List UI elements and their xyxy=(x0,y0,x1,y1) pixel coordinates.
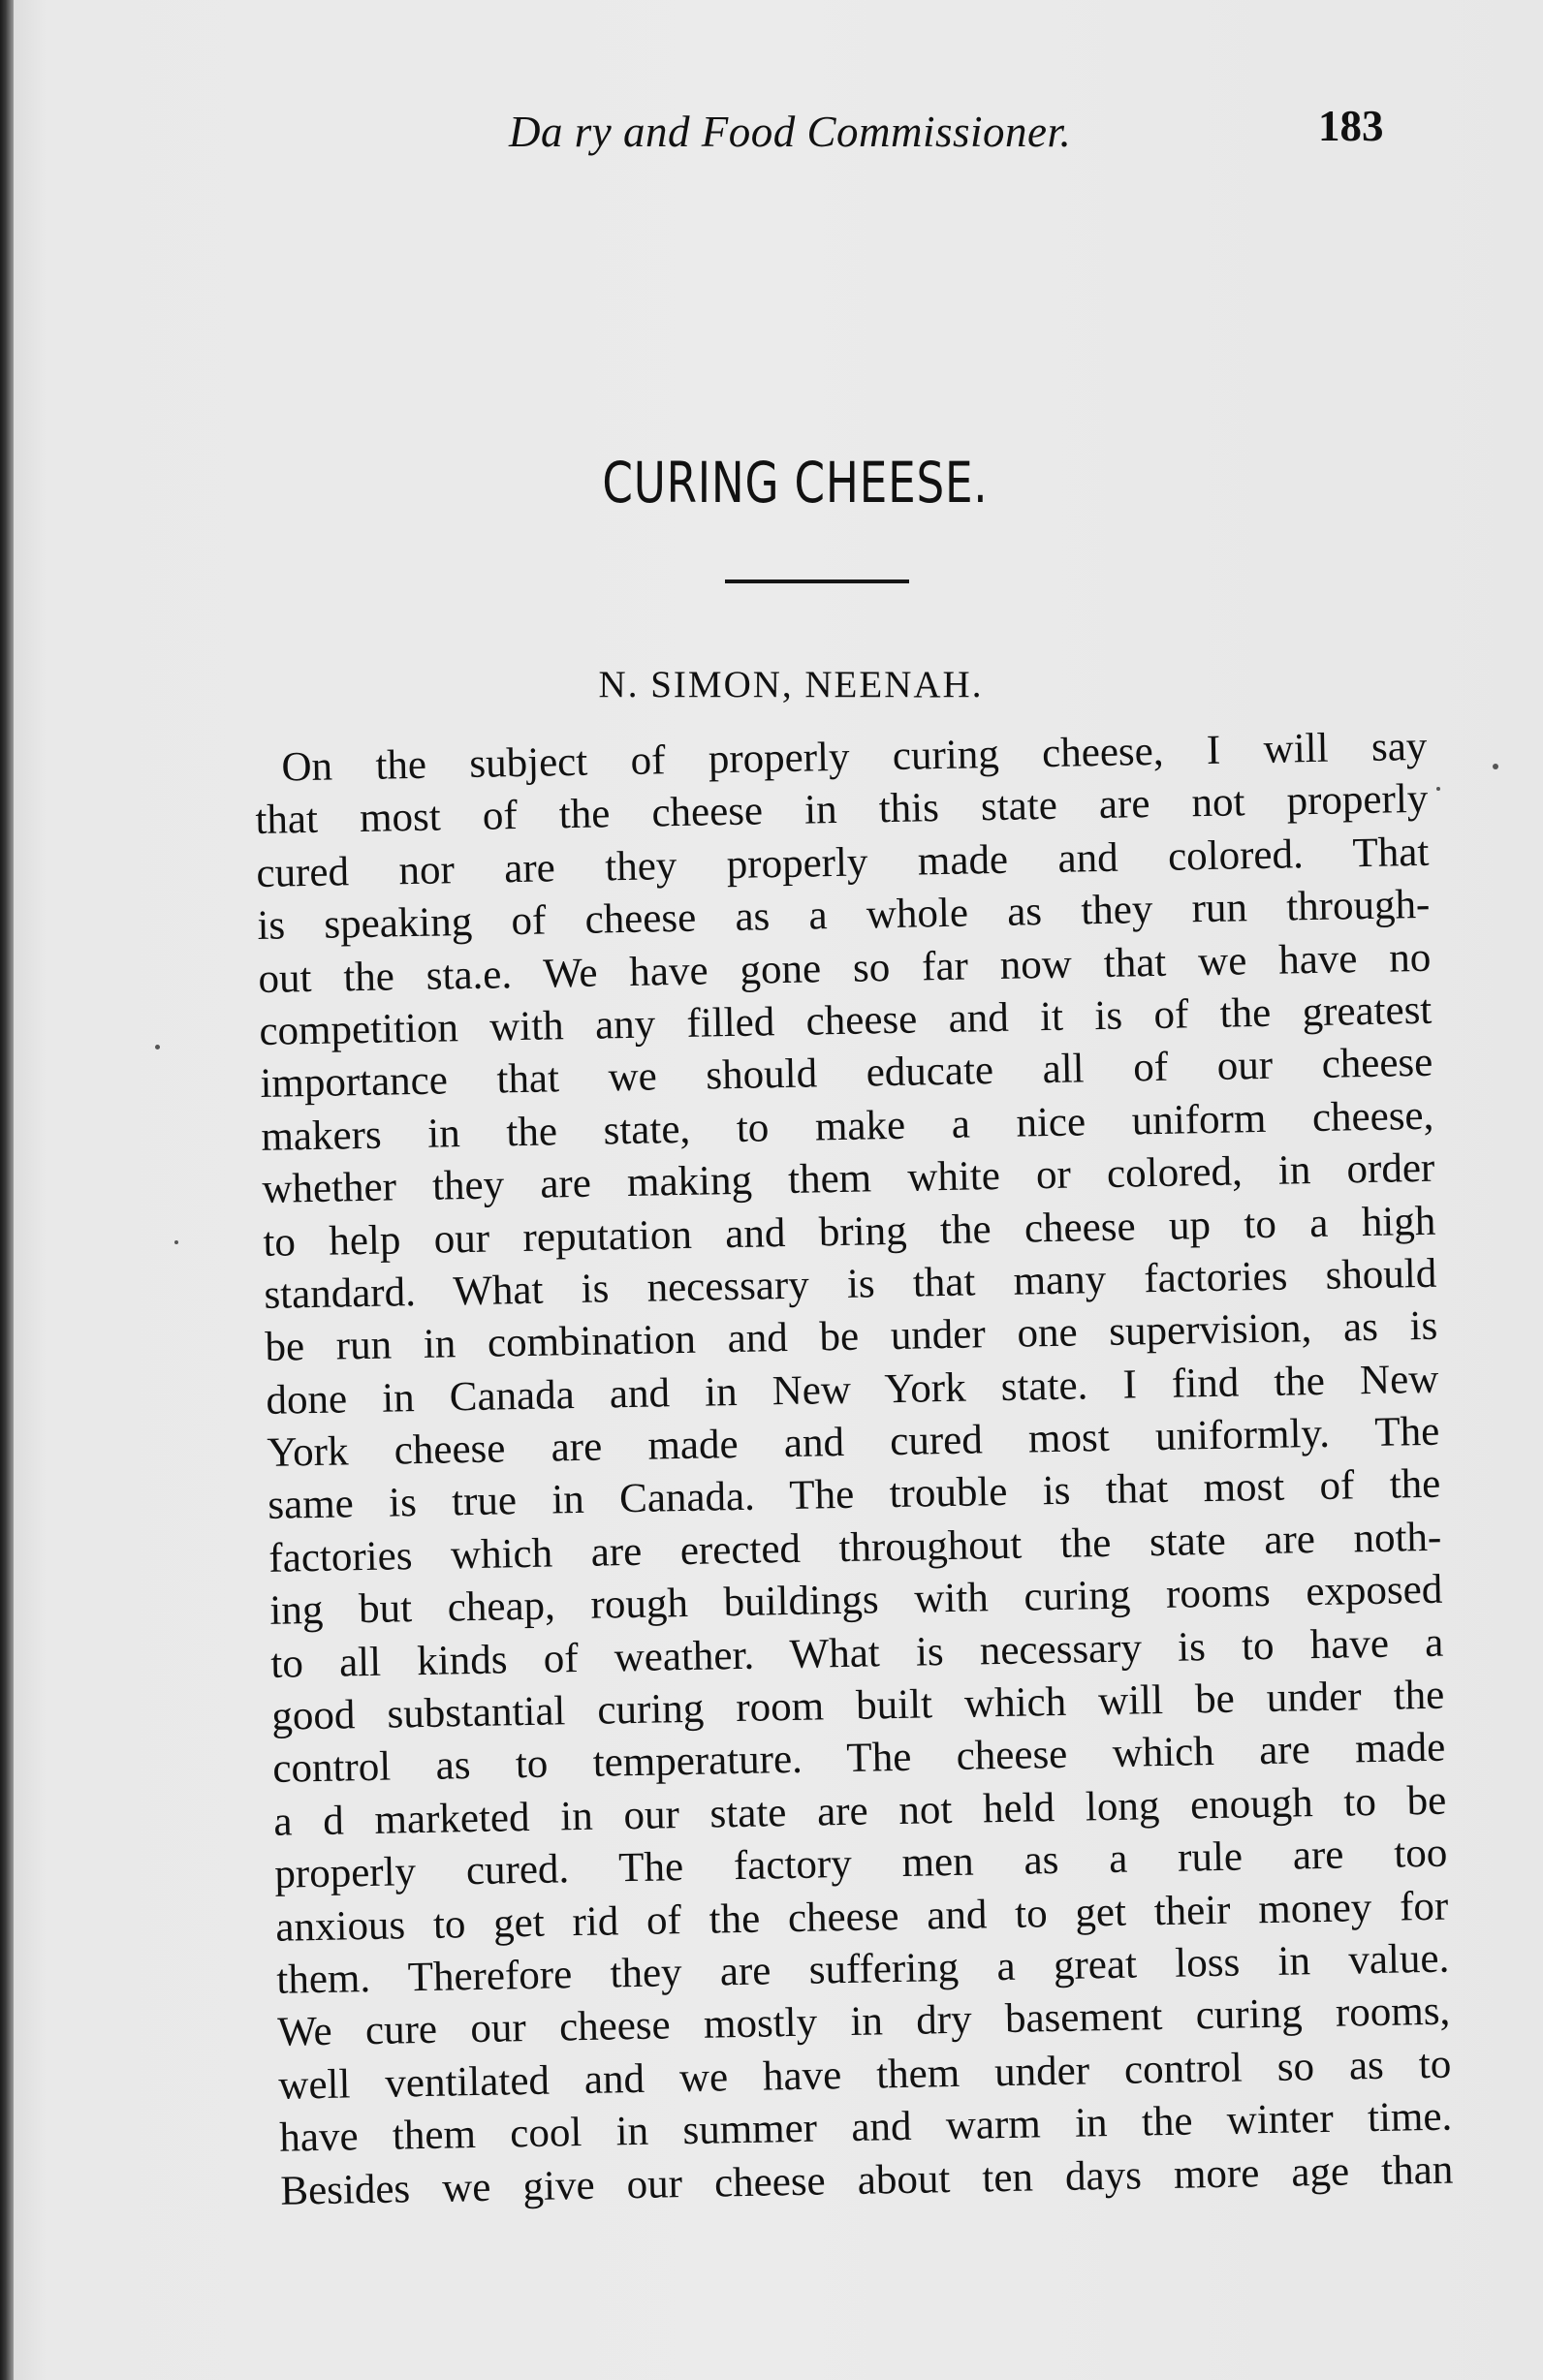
article-body xyxy=(254,721,1454,2218)
running-head: Da ry and Food Commissioner. xyxy=(509,108,1072,156)
paper-speck xyxy=(1436,787,1440,791)
body-line: importance that we should educate all of our cheese xyxy=(260,1040,1433,1108)
article-title: CURING CHEESE. xyxy=(602,450,989,516)
body-line: factories which are erected throughout the state are noth- xyxy=(268,1514,1442,1581)
body-line: properly cured. The factory men as a rule are too xyxy=(273,1830,1448,1898)
body-line: them. Therefore they are suffering a great loss in value. xyxy=(275,1935,1450,2003)
page-binding-edge xyxy=(0,0,14,2380)
author-byline: N. SIMON, NEENAH. xyxy=(598,664,984,705)
body-line: Besides we give our cheese about ten days more age than xyxy=(279,2146,1454,2214)
page-number: 183 xyxy=(1318,102,1384,150)
body-line: whether they are making them white or colored, in order xyxy=(262,1144,1435,1213)
body-line: good substantial curing room built which will be under the xyxy=(270,1672,1445,1739)
body-line: that most of the cheese in this state are not properly xyxy=(255,776,1429,844)
body-line: well ventilated and we have them under control so as to xyxy=(277,2041,1452,2109)
body-line: On the subject of properly curing cheese, I will say xyxy=(281,723,1428,791)
body-line: control as to temperature. The cheese which are made xyxy=(271,1725,1446,1793)
paper-speck xyxy=(1493,764,1498,769)
body-line: York cheese are made and cured most uniformly. The xyxy=(267,1408,1440,1476)
body-line: We cure our cheese mostly in dry basement curing rooms, xyxy=(276,1988,1451,2056)
title-rule xyxy=(725,579,909,583)
paper-speck xyxy=(155,1045,160,1049)
body-line: is speaking of cheese as a whole as they run through- xyxy=(257,881,1431,950)
paper-speck xyxy=(174,1240,178,1244)
body-line: makers in the state, to make a nice uniform cheese, xyxy=(261,1092,1434,1160)
body-line: a d marketed in our state are not held long enough to be xyxy=(272,1777,1447,1845)
body-line: ing but cheap, rough buildings with curing rooms exposed xyxy=(269,1566,1443,1635)
body-line: cured nor are they properly made and colored. That xyxy=(256,829,1430,896)
body-line: competition with any filled cheese and it is of the greatest xyxy=(259,986,1433,1054)
body-line: done in Canada and in New York state. I find the New xyxy=(266,1356,1439,1424)
body-line: out the sta.e. We have gone so far now that we have no xyxy=(258,934,1432,1002)
body-line: anxious to get rid of the cheese and to get their money for xyxy=(274,1883,1449,1951)
body-line: have them cool in summer and warm in the winter time. xyxy=(278,2093,1453,2161)
body-line: be run in combination and be under one supervision, as is xyxy=(265,1303,1438,1371)
body-line: to all kinds of weather. What is necessary is to have a xyxy=(269,1619,1444,1687)
body-line: to help our reputation and bring the cheese up to a high xyxy=(263,1198,1436,1266)
body-line: same is true in Canada. The trouble is that most of the xyxy=(268,1461,1441,1529)
body-line: standard. What is necessary is that many factories should xyxy=(264,1250,1437,1318)
